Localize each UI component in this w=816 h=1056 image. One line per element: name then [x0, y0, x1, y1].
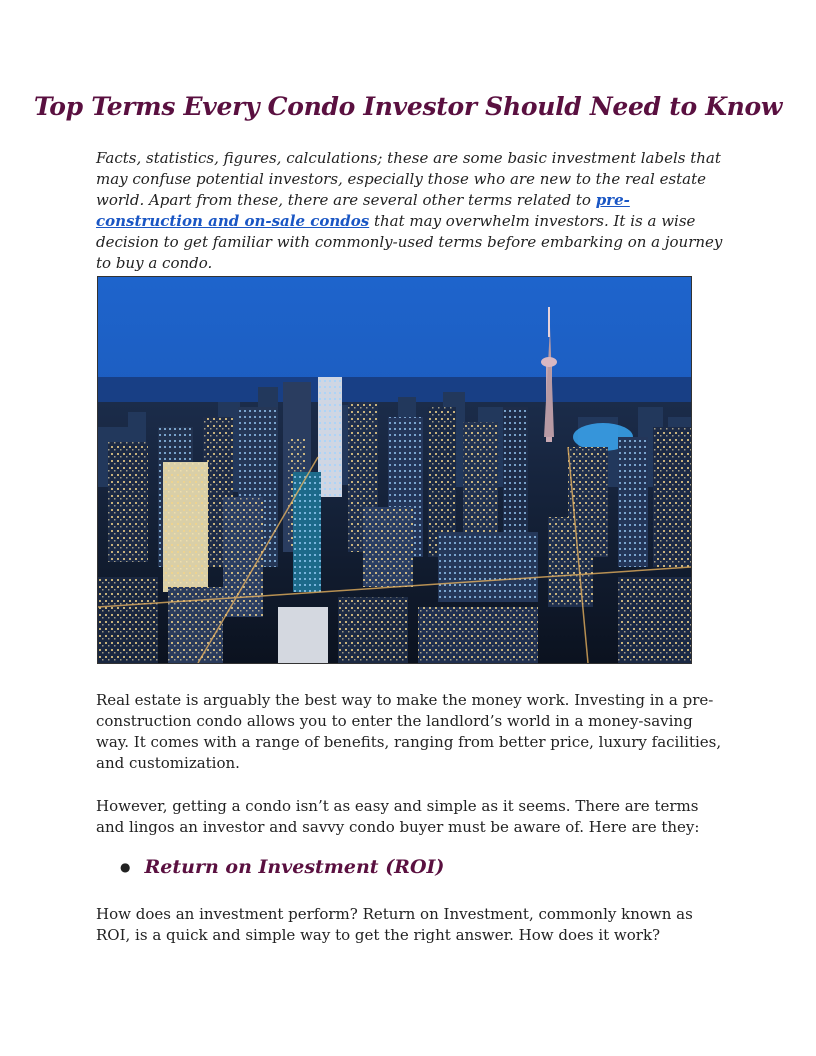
pre-construction-link[interactable]: pre-construction and on-sale condos: [96, 191, 630, 230]
document-title: Top Terms Every Condo Investor Should Need to Know: [33, 92, 783, 121]
body-paragraph-3: How does an investment perform? Return on Investment, commonly known as ROI, is a quick and simple way to get the right answer. How does it work?: [96, 905, 693, 944]
body-paragraph-2: However, getting a condo isn’t as easy and simple as it seems. There are terms and lingos an investor and savvy condo buyer must be aware of. Here are they:: [96, 797, 700, 836]
intro-text-before: Facts, statistics, figures, calculations; these are some basic investment labels that may confuse potential investors, especially those who are new to the real estate world. Apart from these, there are several other terms related to: [96, 149, 721, 209]
intro-paragraph: [96, 148, 726, 274]
roi-heading: [120, 856, 444, 878]
body-paragraph-1: Real estate is arguably the best way to make the money work. Investing in a pre-construction condo allows you to enter the landlord’s world in a money-saving way. It comes with a range of benefits, ranging from better price, luxury facilities, and customization.: [96, 691, 722, 772]
intro-text-after: that may overwhelm investors. It is a wise decision to get familiar with commonly-used terms before embarking on a journey to buy a condo.: [96, 212, 723, 272]
bullet-icon: ●: [120, 860, 131, 874]
toronto-skyline-photo: [97, 276, 692, 664]
roi-heading-text: Return on Investment (ROI): [144, 856, 445, 878]
